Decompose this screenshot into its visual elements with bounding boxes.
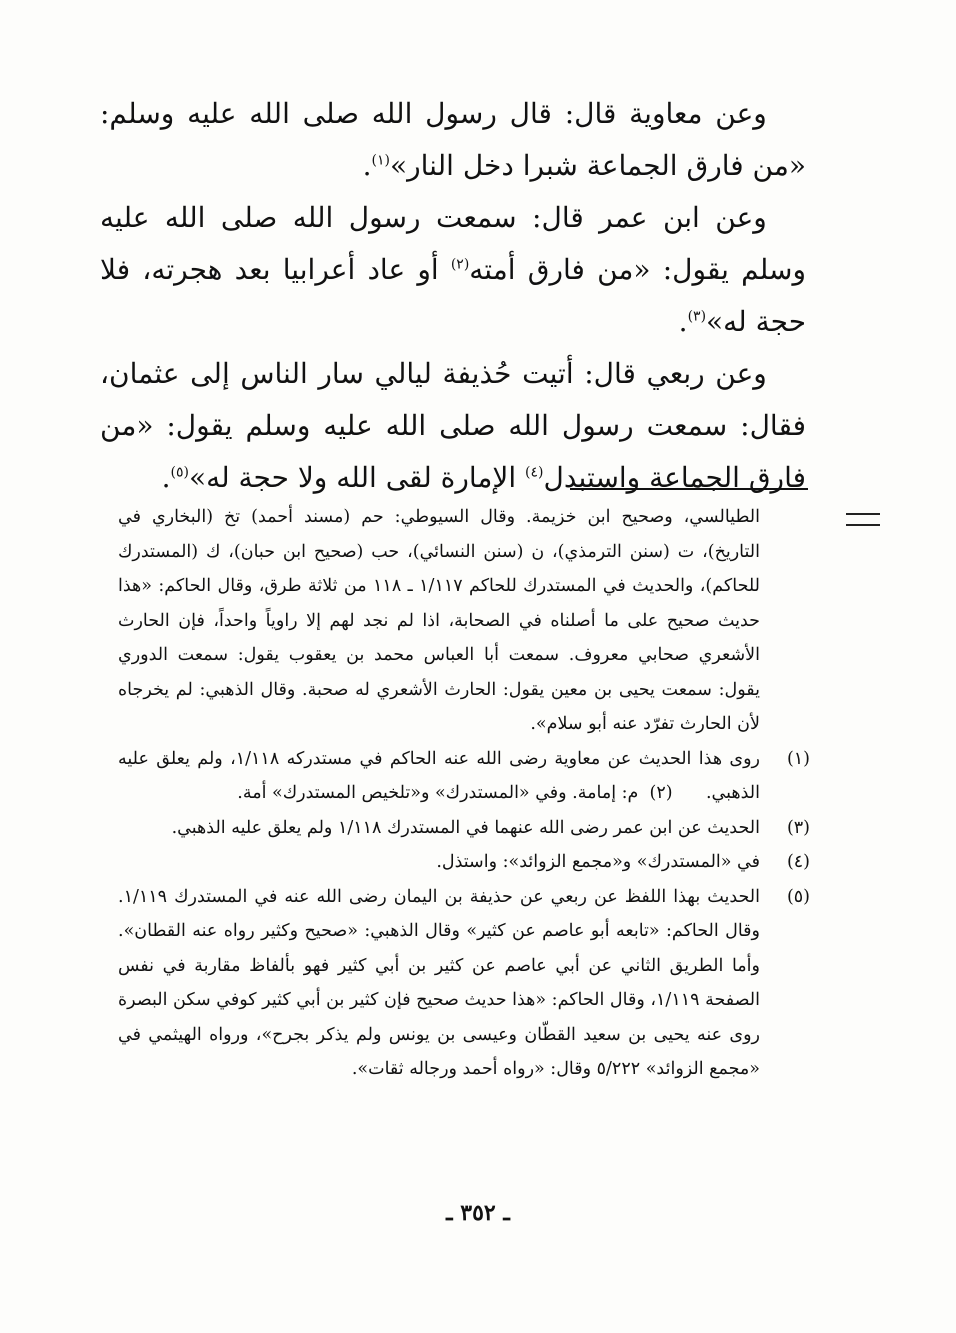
paragraph-ribi: [100, 348, 806, 504]
footnote-marker: (١): [371, 152, 390, 169]
text-line: «من فارق أمته: [469, 253, 651, 286]
footnote-marker: (٣): [687, 308, 707, 325]
footnote-marker: (٤): [525, 464, 544, 481]
text-line: وعن معاوية قال: قال رسول الله صلى الله عليه وسلم: «من فارق: [100, 97, 806, 182]
text-line: وعن ربعي قال: أتيت حُذيفة ليالي سار الناس إلى عثمان، فقال:: [100, 357, 806, 442]
paragraph-muawiya: [100, 88, 806, 192]
punctuation: .: [362, 149, 372, 182]
text-line: أو عاد أعرابيا بعد هجرته، فلا حجة له»: [100, 253, 806, 338]
footnote-1: [118, 742, 810, 811]
footnote-number: (١): [786, 748, 810, 769]
footnote-text: [118, 742, 760, 811]
text-line: واستبدل: [543, 461, 641, 494]
text-line: الإمارة لقى الله ولا حجة له»: [188, 461, 526, 494]
footnote-text: في «المستدرك» و«مجمع الزوائد»: واستذل.: [436, 852, 760, 872]
text-line: وعن ابن عمر قال: سمعت رسول الله صلى الله عليه وسلم يقول:: [100, 201, 806, 286]
main-text: [100, 88, 806, 504]
footnote-continuation: الطيالسي، وصحيح ابن خزيمة. وقال السيوطي: حم (مسند أحمد) تخ (البخاري في التاريخ)، ت (سنن الترمذي)، ن (سنن النسائي)، حب (صحيح ابن حبان)، ك (المستدرك للحاكم)، والحديث في المستدرك للحاكم ١/١١٧ ـ ١١٨ من ثلاثة طرق، وقال الحاكم: «هذا حديث صحيح على ما أصلناه في الصحابة، اذا لم نجد لهم إلا راوياً واحداً، فإن الحارث الأشعري صحابي معروف. سمعت أبا العباس محمد بن يعقوب يقول: سمعت الدوري يقول: سمعت يحيى بن معين يقول: الحارث الأشعري له صحبة. وقال الذهبي: لم يخرجاه لأن الحارث تفرّد عنه أبو سلام».: [118, 507, 761, 734]
punctuation: .: [678, 305, 688, 338]
footnote-separator: [570, 488, 808, 490]
text-line: سمعت رسول الله صلى الله عليه وسلم يقول: «من فارق الجماعة: [100, 409, 806, 494]
footnote-3: [118, 811, 810, 846]
footnote-marker: (٥): [170, 464, 189, 481]
footnote-number: (٣): [786, 817, 810, 838]
continuation-mark: [846, 513, 880, 526]
footnote-4: [118, 845, 810, 880]
page-number: ـ ٣٥٢ ـ: [446, 1200, 510, 1226]
footnote-text: الحديث عن ابن عمر رضى الله عنهما في المستدرك ١/١١٨ ولم يعلق عليه الذهبي.: [171, 817, 760, 838]
text-line: الجماعة شبرا دخل النار»: [389, 149, 678, 182]
footnote-body: م: إمامة. وفي «المستدرك» و«تلخيص المستدرك» أمة.: [237, 783, 639, 803]
footnote-text: الحديث بهذا اللفظ عن ربعي عن حذيفة بن اليمان رضى الله عنه في المستدرك ١/١١٩. وقال الحاكم: «تابعه أبو عاصم عن كثير» وقال الذهبي: «صحيح وكثير رواه عنه القطان». وأما الطريق الثاني عن أبي عاصم عن كثير بن أبي كثير فهو بألفاظ مقاربة في نفس الصفحة ١/١١٩، وقال الحاكم: «هذا حديث صحيح فإن كثير بن أبي كثير كوفي سكن البصرة روى عنه يحيى بن سعيد القطّان وعيسى بن يونس ولم يذكر بجرح»، ورواه الهيثمي في «مجمع الزوائد» ٥/٢٢٢ وقال: «رواه أحمد ورجاله ثقات».: [118, 886, 761, 1079]
punctuation: .: [161, 461, 171, 494]
footnotes: [118, 500, 810, 1087]
paragraph-ibn-umar: [100, 192, 806, 348]
footnote-5: [118, 880, 810, 1087]
footnote-number: (٥): [786, 886, 810, 907]
footnote-body: روى هذا الحديث عن معاوية رضى الله عنه الحاكم في مستدركه ١/١١٨، ولم يعلق عليه الذهبي.: [118, 748, 760, 803]
footnote-number: (٤): [786, 852, 810, 872]
footnote-marker: (٢): [450, 256, 470, 273]
footnote-number: (٢): [649, 783, 673, 803]
